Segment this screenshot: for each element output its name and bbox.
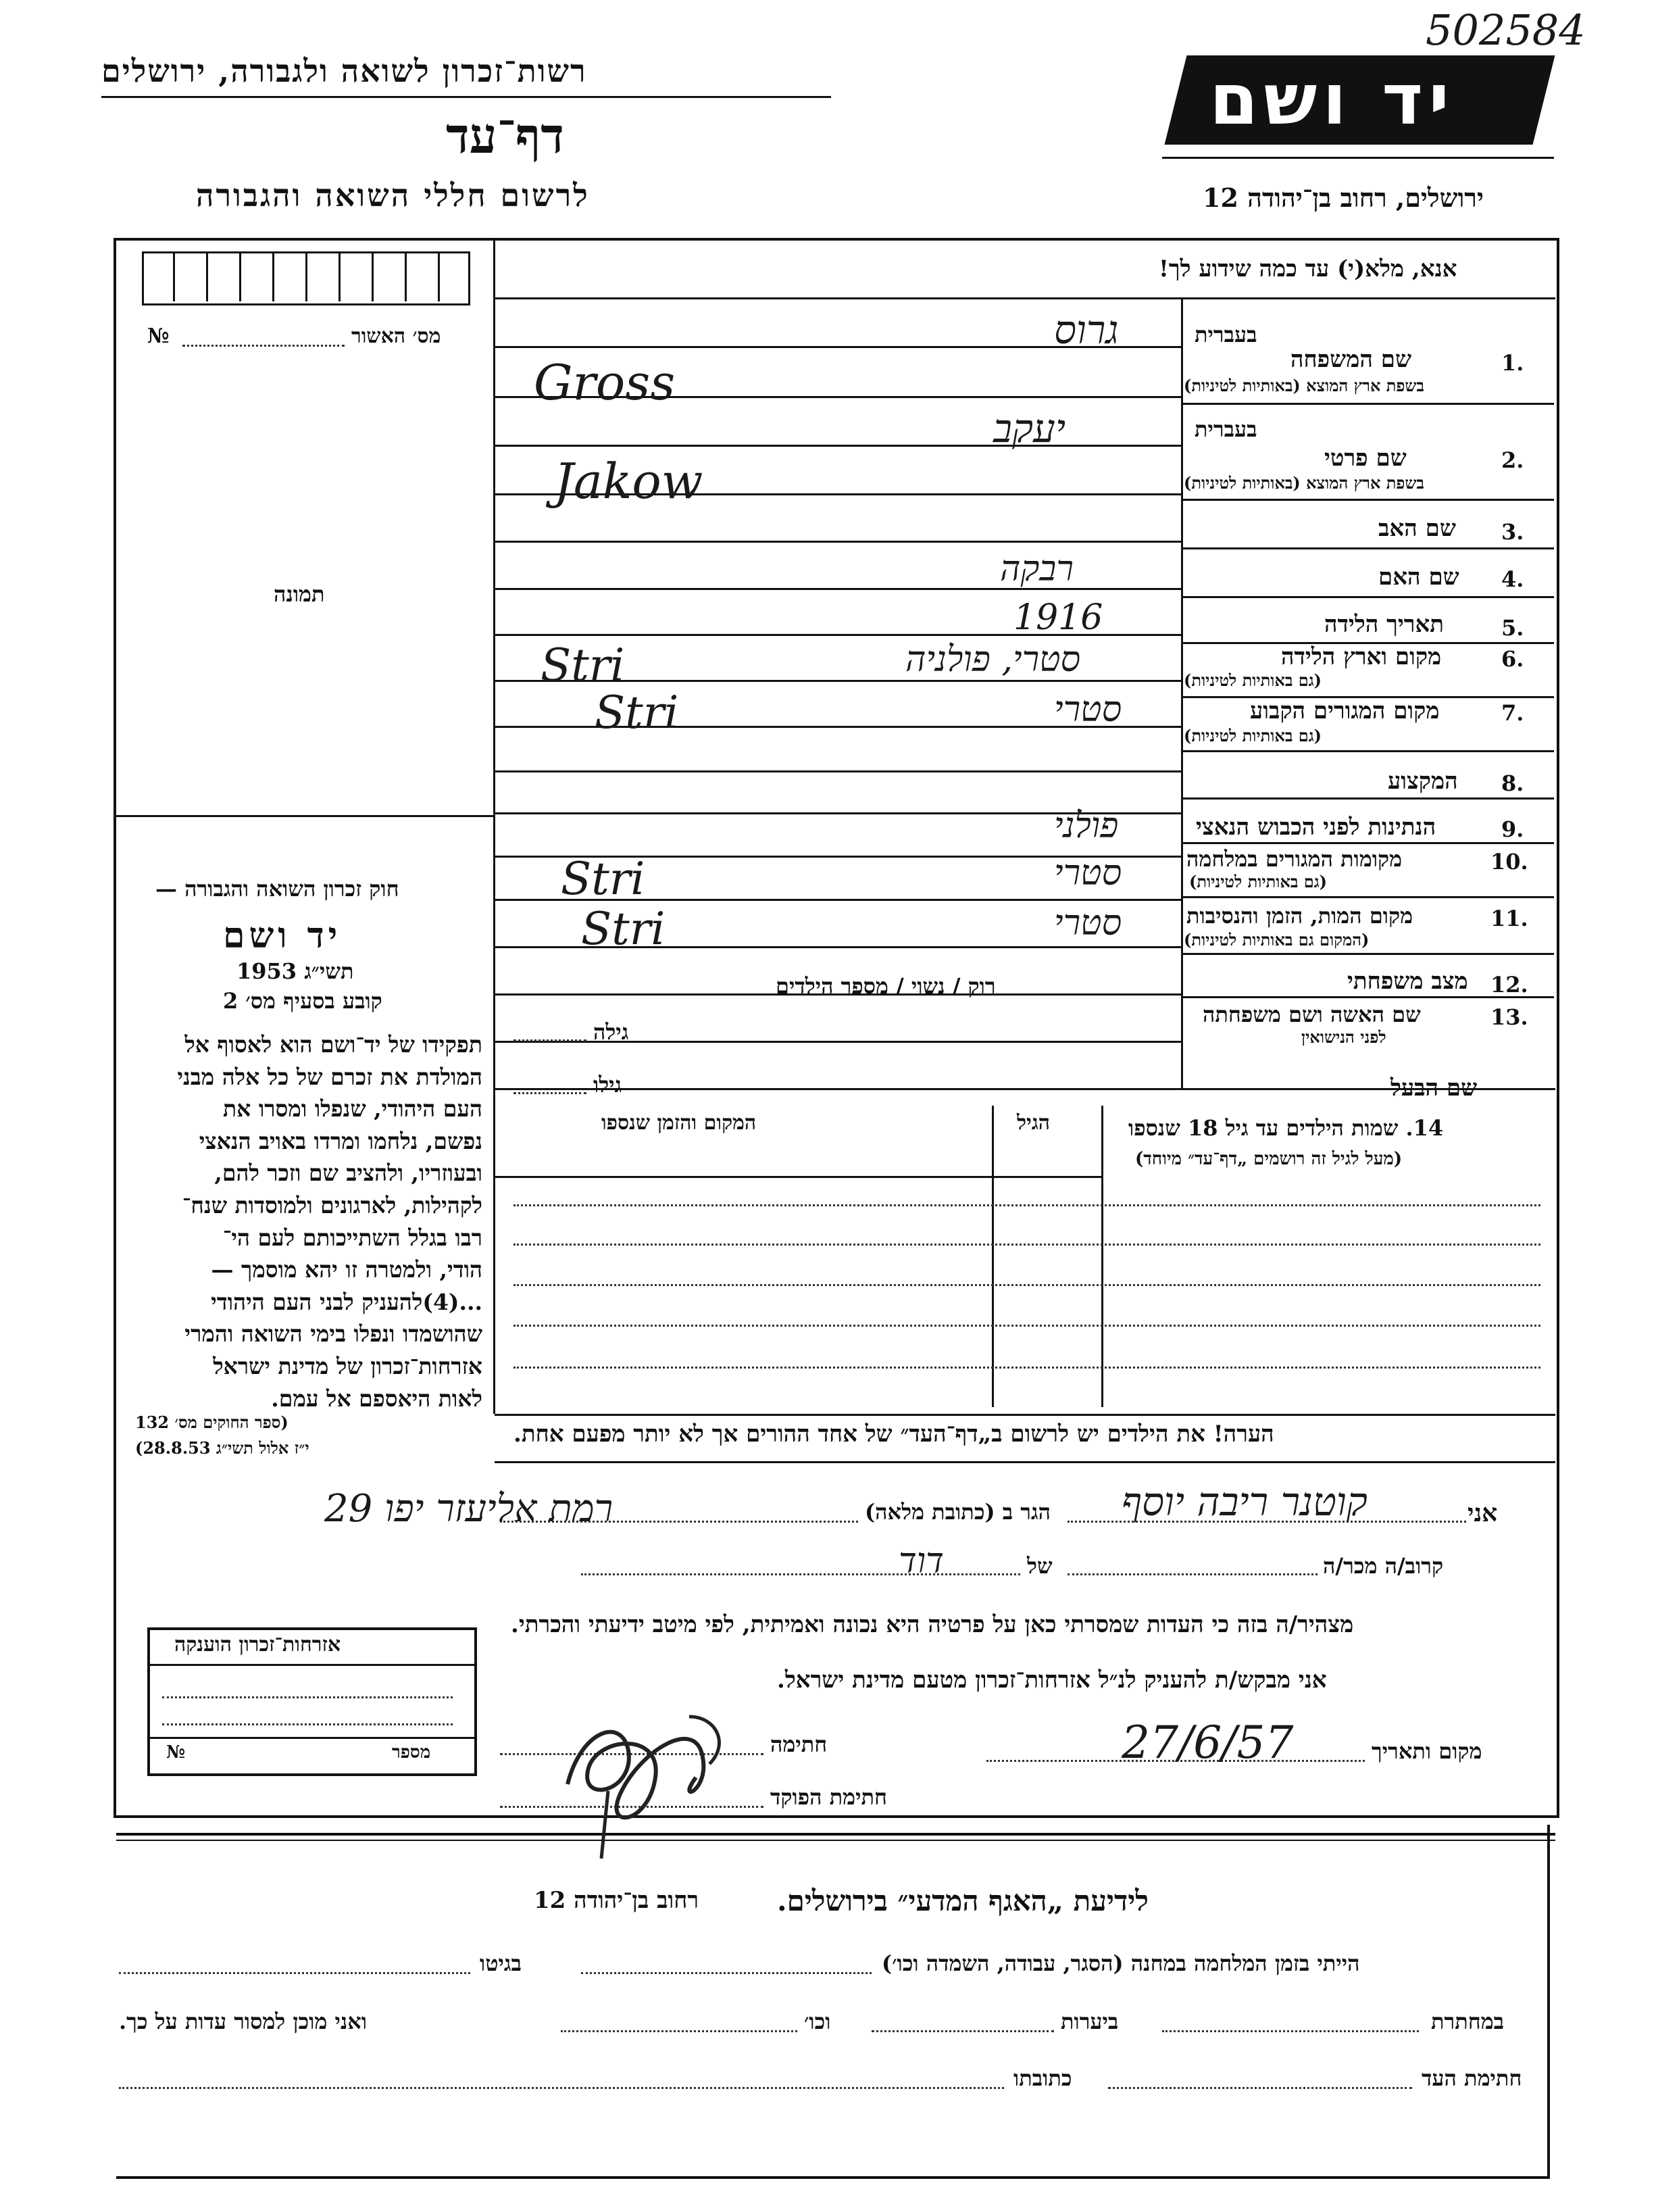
hw-birthplace-lat: Stri: [541, 639, 625, 691]
field-father: שם האב: [1378, 515, 1456, 542]
field-war-residence: מקומות המגורים במלחמה: [1186, 846, 1403, 872]
archive-number: 502584: [1426, 5, 1586, 55]
hw-death-he: סטרי: [1054, 903, 1122, 943]
hw-birthyear: 1916: [1013, 597, 1103, 638]
hw-surname-lat: Gross: [534, 354, 676, 411]
field-firstname: שם פרטי: [1324, 445, 1407, 472]
children-note: הערה! את הילדים יש לרשום ב„דף־העד״ של אחד ההורים אך לא יותר מפעם אחת.: [513, 1421, 1274, 1448]
footer-title: לידיעת „האגף המדעי״ בירושלים.: [777, 1884, 1149, 1917]
form-title: דף־עד: [446, 107, 564, 164]
hw-death-lat: Stri: [581, 903, 666, 955]
children-label: 14. שמות הילדים עד גיל 18 שנספו: [1128, 1115, 1444, 1141]
marital-options: רוק / נשוי / מספר הילדים: [776, 973, 996, 999]
field-marital: מצב משפחתי: [1347, 968, 1468, 995]
request: אני מבקש/ת להעניק לנ״ל אזרחות־זכרון מטעם מדינת ישראל.: [777, 1667, 1327, 1694]
citizenship-title: אזרחות־זכרון הוענקה: [174, 1633, 341, 1656]
place-column: המקום והזמן שנספו: [601, 1111, 757, 1135]
hw-nationality: פולני: [1054, 806, 1119, 846]
hw-mother: רבקה: [1000, 549, 1074, 589]
photo-label: תמונה: [274, 581, 325, 607]
hw-surname-he: גרוס: [1054, 307, 1119, 353]
officer-signature-label: חתימת הפוקד: [770, 1784, 887, 1810]
form-subtitle: לרשום חללי השואה והגבורה: [196, 177, 590, 214]
field-mother: שם האם: [1378, 564, 1459, 591]
hw-residence-lat: Stri: [595, 687, 679, 739]
age-column: הגיל: [1017, 1111, 1051, 1135]
hw-date: 27/6/57: [1122, 1717, 1294, 1769]
hw-war-he: סטרי: [1054, 853, 1122, 893]
declaration: מצהיר/ה בזה כי העדות שמסרתי כאן על פרטיה היא נכונה ואמיתית, לפי מיטב ידיעתי והכרתי.: [511, 1611, 1354, 1638]
hw-relation: דוד: [899, 1541, 944, 1581]
field-nationality: הנתינות לפני הכבוש הנאצי: [1196, 814, 1436, 841]
hw-firstname-he: יעקב: [993, 405, 1066, 451]
hw-birthplace-he: סטרי, פולניה: [905, 639, 1081, 680]
law-name: יד ושם: [223, 915, 342, 956]
logo-text: יד ושם: [1209, 58, 1455, 141]
field-profession: המקצוע: [1388, 768, 1458, 795]
form-intro: אנא, מלא(י) עד כמה שידוע לך!: [1159, 255, 1457, 282]
field-spouse: שם האשה ושם משפחתה: [1203, 1002, 1421, 1027]
address-label: הגר ב (כתובת מלאה): [865, 1499, 1051, 1525]
hw-witness-address: רמת אליעזר יפו 29: [324, 1487, 613, 1531]
hw-residence-he: סטרי: [1054, 689, 1122, 730]
field-birthplace: מקום וארץ הלידה: [1281, 643, 1442, 670]
header-address: ירושלים, רחוב בן־יהודה 12: [1203, 182, 1484, 213]
field-birthdate: תאריך הלידה: [1324, 611, 1445, 638]
field-residence: מקום המגורים הקבוע: [1250, 697, 1440, 724]
signature-label: חתימה: [770, 1731, 828, 1757]
hw-firstname-lat: Jakow: [554, 453, 703, 510]
institution-name: רשות־זכרון לשואה ולגבורה, ירושלים: [101, 53, 587, 89]
field-husband: שם הבעל: [1390, 1075, 1478, 1102]
relation-label: קרוב/ה מכר/ה: [1323, 1553, 1444, 1579]
hw-witness-name: קוטנר ריבה יוסף: [1122, 1479, 1368, 1525]
witness-signature: [541, 1690, 770, 1865]
permit-label: מס׳ האשור: [351, 324, 441, 348]
hw-war-lat: Stri: [561, 853, 645, 905]
field-death: מקום המות, הזמן והנסיבות: [1186, 903, 1413, 929]
law-text: תפקידו של יד־ושם הוא לאסוף אל המולדת את זכרם של כל אלה מבני העם היהודי, שנפלו ומסרו את נפשם, נלחמו ומרדו באויב הנאצי ובעוזריו, ולהציב שם וזכר להם, לקהילות, לארגונים ולמוסדות שנח־ רבו בגלל השתייכותם לעם הי־ הודי, ולמטרה זו יהא מוסמך — ...(4)להעניק לבני העם היהודי שהושמדו ונפלו בימי השואה והמרי אזרחות־זכרון של מדינת ישראל לאות היאספם אל עמם.: [177, 1031, 482, 1412]
field-surname: שם המשפחה: [1290, 346, 1412, 373]
law-title: חוק זכרון השואה והגבורה —: [155, 876, 399, 902]
